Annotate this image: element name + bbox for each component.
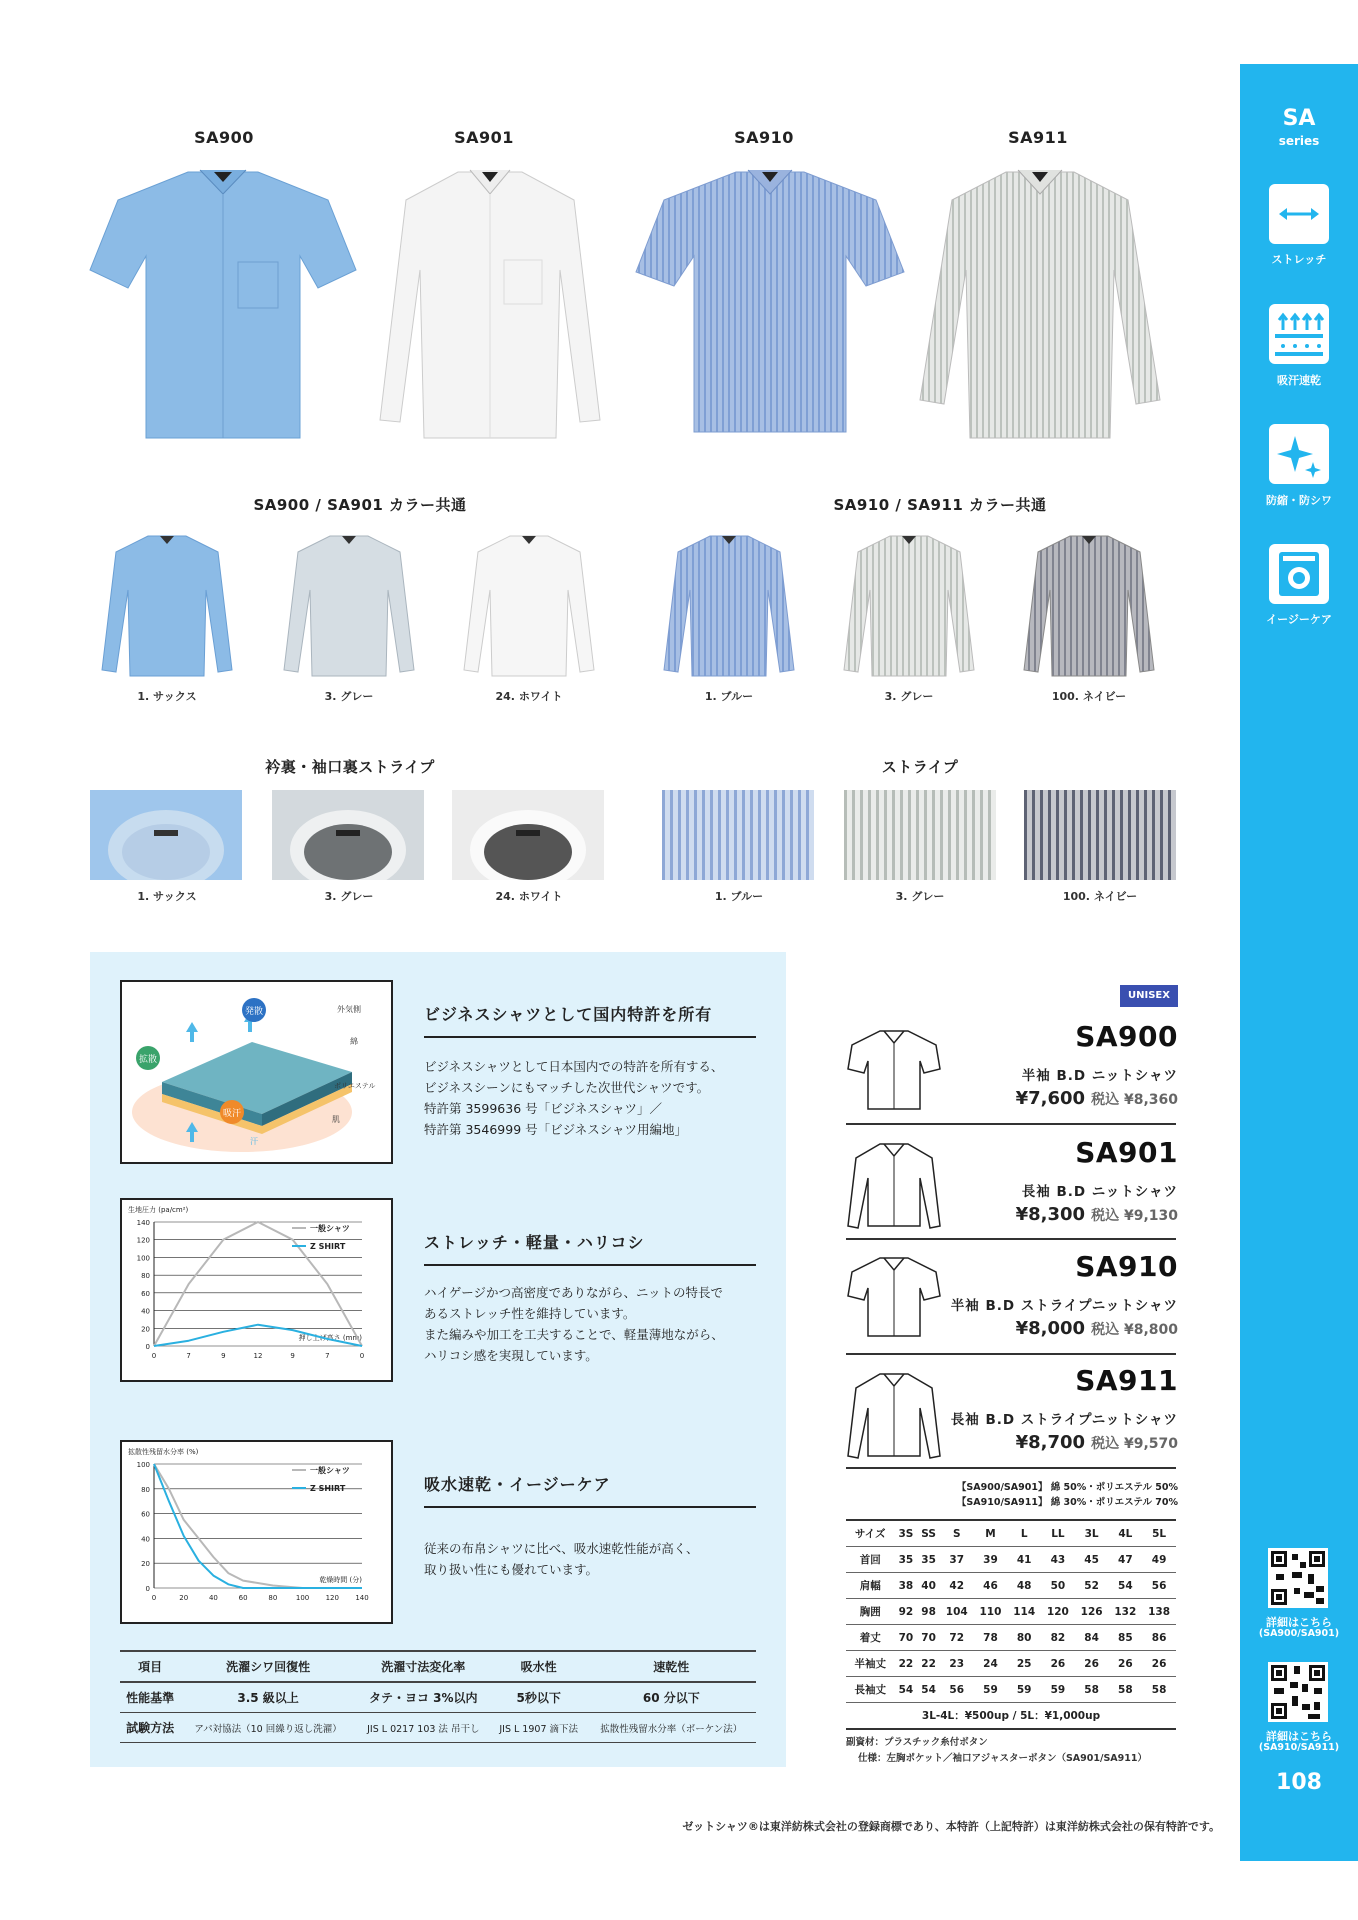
- color-group-title: SA910 / SA911 カラー共通: [833, 496, 1047, 514]
- swatch-caption: 24. ホワイト: [495, 890, 563, 903]
- swatch-caption: 3. グレー: [895, 890, 945, 903]
- y-tick-label: 20: [141, 1560, 150, 1569]
- y-tick-label: 80: [141, 1272, 150, 1281]
- feature-label-stretch: ストレッチ: [1271, 253, 1327, 266]
- collar-swatch: [452, 790, 604, 880]
- product-photo-sa910: [632, 160, 908, 445]
- x-tick-label: 60: [238, 1594, 248, 1602]
- swatch-caption: 100. ネイビー: [1062, 890, 1138, 903]
- qr-code[interactable]: [1268, 1662, 1328, 1722]
- product-title: SA910: [734, 128, 794, 147]
- diagram-label: 汗: [250, 1137, 258, 1146]
- diagram-label: 拡散: [138, 1055, 158, 1065]
- feature-body: ハイゲージかつ高密度でありながら、ニットの特長で あるストレッチ性を維持しています。 また編みや加工を工夫することで、軽量薄地ながら、 ハリコシ感を実現しています。: [424, 1285, 724, 1363]
- y-tick-label: 0: [145, 1343, 150, 1351]
- swatch-caption: 1. サックス: [137, 890, 197, 903]
- collar-swatch: [272, 790, 424, 880]
- color-variant-shirt: [100, 530, 234, 680]
- y-tick-label: 20: [141, 1325, 150, 1334]
- y-tick-label: 60: [141, 1289, 150, 1298]
- y-tick-label: 40: [141, 1307, 150, 1316]
- page-number: 108: [1276, 1770, 1322, 1795]
- x-tick-label: 7: [186, 1352, 191, 1360]
- diagram-label: 外気側: [337, 1005, 361, 1014]
- sparkle-icon: [1269, 424, 1329, 484]
- x-tick-label: 120: [325, 1594, 339, 1602]
- qr-subcaption: (SA910/SA911): [1258, 1742, 1340, 1753]
- color-variant-shirt: [842, 530, 976, 680]
- moisture-chart: [120, 1440, 393, 1624]
- collar-swatch: [90, 790, 242, 880]
- price: ¥8,700 税込 ¥9,570: [1015, 1432, 1178, 1453]
- stripe-swatch: [1024, 790, 1176, 880]
- moisture-chart-svg: [122, 1442, 391, 1622]
- diagram-label: 発散: [244, 1007, 264, 1017]
- size-table: サイズ 3S SS S M L LL 3L 4L 5L 首回 35 35 37 39 41 43 45 47 49 肩幅 38 40 42 46 48 50 52 54 56 胸囲 92 98 104 110 114 120 126 132 138 着丈 70 70 72 78 80 82 84 85 86 半袖丈 22 22 23 24 25 26 26 26 26 長袖丈 54 54 56 59 59 59 58 58 58 3L-4L：¥500up / 5L：¥1,000up: [846, 1519, 1176, 1730]
- x-tick-label: 0: [359, 1352, 365, 1360]
- legend-label: Z SHIRT: [310, 1484, 346, 1493]
- swatch-group-title: ストライプ: [881, 758, 959, 776]
- model-number: SA911: [1075, 1364, 1178, 1397]
- y-tick-label: 0: [145, 1585, 150, 1593]
- material-composition: 【SA900/SA901】 綿 50%・ポリエステル 50% 【SA910/SA911】 綿 30%・ポリエステル 70%: [956, 1482, 1178, 1508]
- color-caption: 1. サックス: [137, 690, 197, 703]
- feature-title: ビジネスシャツとして国内特許を所有: [424, 1005, 713, 1024]
- color-caption: 1. ブルー: [704, 690, 754, 703]
- x-tick-label: 9: [221, 1352, 226, 1360]
- x-tick-label: 12: [253, 1352, 263, 1360]
- color-variant-shirt: [462, 530, 596, 680]
- model-number: SA910: [1075, 1250, 1178, 1283]
- pressure-chart: [120, 1198, 393, 1382]
- color-caption: 100. ネイビー: [1051, 690, 1127, 703]
- feature-title: ストレッチ・軽量・ハリコシ: [424, 1233, 645, 1252]
- x-tick-label: 80: [268, 1594, 278, 1602]
- y-tick-label: 40: [141, 1535, 150, 1544]
- product-photo-sa901: [370, 160, 610, 445]
- y-tick-label: 140: [136, 1219, 150, 1227]
- color-variant-shirt: [282, 530, 416, 680]
- color-variant-shirt: [1022, 530, 1156, 680]
- price-divider: [846, 1467, 1176, 1469]
- price-divider: [846, 1353, 1176, 1355]
- qr-code[interactable]: [1268, 1548, 1328, 1608]
- product-name: 長袖 B.D ニットシャツ: [1021, 1184, 1178, 1200]
- legend-label: Z SHIRT: [310, 1242, 346, 1251]
- footer-note: ゼットシャツ®は東洋紡株式会社の登録商標であり、本特許（上記特許）は東洋紡株式会社の保有特許です。: [682, 1820, 1220, 1833]
- series-line: [154, 1464, 362, 1588]
- x-tick-label: 0: [151, 1594, 157, 1602]
- color-caption: 3. グレー: [884, 690, 934, 703]
- short-sleeve-shirt-icon: [846, 1252, 942, 1342]
- legend-label: 一般シャツ: [310, 1466, 350, 1475]
- feature-label-easycare: イージーケア: [1266, 613, 1332, 626]
- feature-body: ビジネスシャツとして日本国内での特許を所有する、 ビジネスシーンにもマッチした次世代シャツです。 特許第 3599636 号「ビジネスシャツ」／ 特許第 3546999 号「ビジネスシャツ用編地」: [424, 1059, 724, 1137]
- product-name: 半袖 B.D ニットシャツ: [1021, 1068, 1178, 1084]
- feature-panel: [90, 952, 786, 1767]
- y-tick-label: 100: [136, 1254, 150, 1263]
- feature-divider: [424, 1506, 756, 1508]
- product-photo-sa900: [88, 160, 358, 445]
- y-tick-label: 80: [141, 1485, 150, 1494]
- y-axis-label: 生地圧力 (pa/cm²): [128, 1206, 189, 1214]
- long-sleeve-shirt-icon: [846, 1138, 942, 1233]
- product-photo-sa911: [910, 160, 1170, 445]
- price-divider: [846, 1238, 1176, 1240]
- x-tick-label: 7: [325, 1352, 330, 1360]
- y-tick-label: 60: [141, 1510, 150, 1519]
- x-tick-label: 100: [295, 1594, 310, 1602]
- sweat-dry-icon: [1269, 304, 1329, 364]
- price: ¥8,300 税込 ¥9,130: [1015, 1204, 1178, 1225]
- x-axis-label: 押し上げ高さ (mm): [298, 1334, 362, 1342]
- x-tick-label: 40: [208, 1594, 218, 1602]
- series-label: series: [1278, 134, 1320, 148]
- feature-divider: [424, 1036, 756, 1038]
- series-sidebar: [1240, 64, 1358, 1861]
- qr-subcaption: (SA900/SA901): [1258, 1628, 1340, 1639]
- x-axis-label: 乾燥時間 (分): [319, 1576, 362, 1584]
- y-tick-label: 120: [136, 1236, 150, 1245]
- model-number: SA900: [1075, 1020, 1178, 1053]
- feature-title: 吸水速乾・イージーケア: [424, 1475, 611, 1494]
- color-variant-shirt: [662, 530, 796, 680]
- diagram-label: 綿: [350, 1037, 358, 1046]
- feature-divider: [424, 1264, 756, 1266]
- price-divider: [846, 1123, 1176, 1125]
- series-line: [154, 1222, 362, 1346]
- fabric-diagram: [120, 980, 393, 1164]
- x-tick-label: 9: [290, 1352, 295, 1360]
- diagram-label: 肌: [332, 1115, 340, 1124]
- diagram-label: ポリエステル: [334, 1082, 376, 1090]
- stripe-swatch: [844, 790, 996, 880]
- qr-caption: 詳細はこちら: [1266, 1730, 1332, 1743]
- product-name: 半袖 B.D ストライプニットシャツ: [950, 1298, 1178, 1314]
- short-sleeve-shirt-icon: [846, 1025, 942, 1115]
- y-axis-label: 拡散性残留水分率 (%): [128, 1448, 199, 1456]
- series-code: SA: [1282, 106, 1316, 131]
- legend-label: 一般シャツ: [310, 1224, 350, 1233]
- product-title: SA911: [1008, 128, 1068, 147]
- pressure-chart-svg: [122, 1200, 391, 1380]
- x-tick-label: 0: [151, 1352, 157, 1360]
- qr-caption: 詳細はこちら: [1266, 1616, 1332, 1629]
- washing-machine-icon: [1269, 544, 1329, 604]
- feature-label-antishrink: 防縮・防シワ: [1266, 494, 1332, 507]
- series-line: [154, 1464, 362, 1588]
- x-tick-label: 140: [355, 1594, 369, 1602]
- long-sleeve-shirt-icon: [846, 1368, 942, 1463]
- stripe-swatch: [662, 790, 814, 880]
- color-caption: 24. ホワイト: [495, 690, 563, 703]
- color-caption: 3. グレー: [324, 690, 374, 703]
- y-tick-label: 100: [136, 1461, 150, 1469]
- x-tick-label: 20: [179, 1594, 189, 1602]
- price: ¥7,600 税込 ¥8,360: [1015, 1088, 1178, 1109]
- color-group-title: SA900 / SA901 カラー共通: [253, 496, 467, 514]
- product-title: SA901: [454, 128, 514, 147]
- model-number: SA901: [1075, 1136, 1178, 1169]
- feature-label-sweat: 吸汗速乾: [1277, 374, 1321, 387]
- price: ¥8,000 税込 ¥8,800: [1015, 1318, 1178, 1339]
- product-name: 長袖 B.D ストライプニットシャツ: [950, 1412, 1178, 1428]
- feature-body: 従来の布帛シャツに比べ、吸水速乾性能が高く、 取り扱い性にも優れています。: [424, 1541, 699, 1577]
- product-title: SA900: [194, 128, 254, 147]
- swatch-caption: 1. ブルー: [714, 890, 764, 903]
- swatch-caption: 3. グレー: [324, 890, 374, 903]
- unisex-badge: UNISEX: [1120, 985, 1178, 1007]
- performance-table: 項目 洗濯シワ回復性 洗濯寸法変化率 吸水性 速乾性 性能基準 3.5 級以上 タテ・ヨコ 3%以内 5秒以下 60 分以下 試験方法 アパ対協法（10 回繰り返し洗濯） JIS L 0217 103 法 吊干し JIS L 1907 滴下法 拡散性残留水分率（ボーケン法）: [120, 1650, 756, 1743]
- diagram-label: 吸汗: [222, 1109, 242, 1119]
- stretch-icon: [1269, 184, 1329, 244]
- swatch-group-title: 衿裏・袖口裏ストライプ: [265, 758, 435, 776]
- spec-notes: 副資材：プラスチック糸付ボタン 仕様：左胸ポケット／袖口アジャスターボタン（SA901/SA911）: [846, 1737, 1147, 1764]
